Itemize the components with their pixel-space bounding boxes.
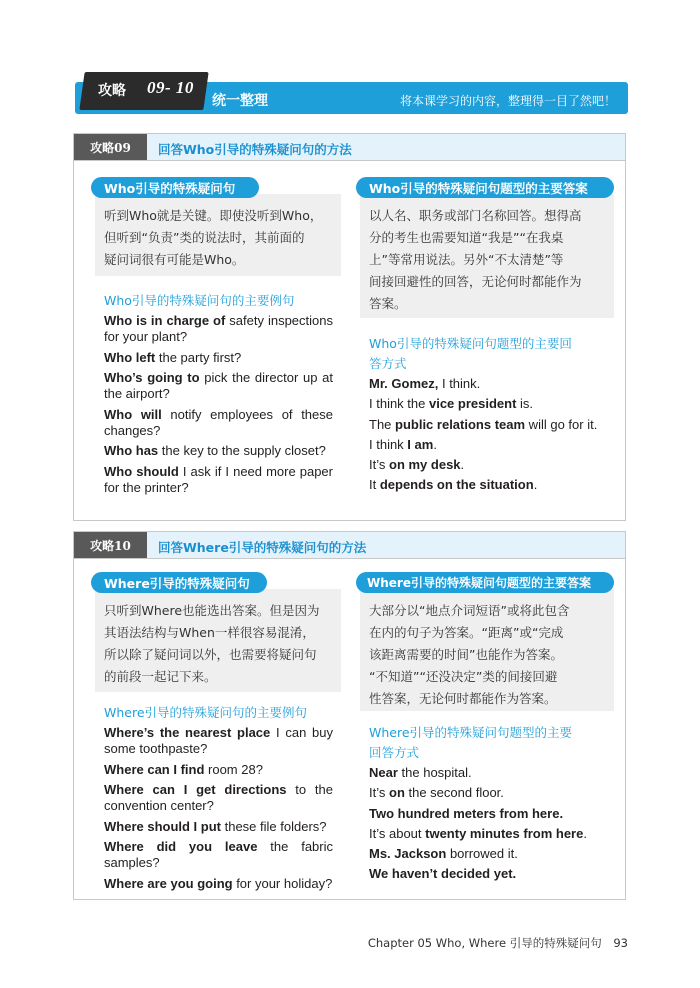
answer-sentence: [369, 824, 609, 844]
bold-phrase: Who is in charge of: [104, 313, 226, 328]
text-line: Who引导的特殊疑问句题型的主要回: [369, 336, 572, 351]
example-sentence: [104, 407, 333, 439]
left-pill-heading: Who引导的特殊疑问句: [91, 177, 259, 198]
text-run: for your holiday?: [232, 875, 333, 891]
answer-sentence: [369, 455, 609, 475]
text-run: The: [369, 416, 396, 432]
answers-subtitle: [369, 334, 572, 374]
text-line: 分的考生也需要知道“我是”“在我桌: [369, 230, 564, 245]
bold-phrase: Who will: [104, 406, 162, 422]
banner-title: 统一整理: [212, 93, 268, 109]
text-run: is.: [516, 396, 534, 412]
section-title: 回答Who引导的特殊疑问句的方法: [158, 142, 352, 157]
bold-phrase: Near: [369, 765, 398, 780]
text-line: 疑问词很有可能是Who。: [104, 252, 245, 267]
text-run: .: [433, 436, 437, 452]
text-line: 听到Who就是关键。即使没听到Who，: [104, 208, 323, 223]
answer-sentence: [369, 804, 609, 824]
examples-subtitle: Where引导的特殊疑问句的主要例句: [104, 705, 308, 720]
bold-phrase: Two hundred meters from here.: [369, 805, 564, 821]
text-line: 回答方式: [369, 745, 420, 760]
text-run: I ask if I need more paper for the printer?: [104, 463, 333, 495]
answer-sentence: [369, 374, 609, 394]
text-line: 大部分以“地点介词短语”或将此包含: [369, 603, 570, 618]
page-number: 93: [613, 936, 628, 950]
bold-phrase: Who left: [104, 349, 156, 365]
text-line: 但听到“负责”类的说法时，其前面的: [104, 230, 305, 245]
text-run: It: [369, 477, 380, 493]
bold-phrase: We haven’t decided yet.: [369, 866, 517, 882]
text-run: It’s: [369, 457, 389, 473]
answer-sentence: [369, 763, 609, 783]
text-run: I can buy some toothpaste?: [104, 725, 333, 756]
banner-subtitle: 将本课学习的内容，整理得一目了然吧！: [399, 94, 616, 108]
bold-phrase: on my desk: [389, 457, 461, 473]
bold-phrase: twenty minutes from here: [425, 825, 584, 841]
example-sentence: [104, 443, 333, 459]
text-line: 只听到Where也能选出答案。但是因为: [104, 603, 320, 618]
bold-phrase: Where did you leave: [104, 839, 258, 854]
text-run: borrowed it.: [446, 846, 518, 862]
bold-phrase: Who’s going to: [104, 370, 200, 385]
text-run: I think: [369, 436, 408, 452]
text-line: 上”等常用说法。另外“不太清楚”等: [369, 252, 564, 267]
text-line: “不知道”“还没决定”类的间接回避: [369, 669, 558, 684]
text-run: will go for it.: [525, 416, 598, 432]
answer-sentence: [369, 475, 609, 495]
text-line: 性答案，无论何时都能作为答案。: [369, 691, 557, 706]
text-run: to the convention center?: [104, 782, 333, 813]
right-explanation-box: [360, 589, 614, 711]
text-run: the key to the supply closet?: [158, 443, 326, 458]
text-run: notify employees of these changes?: [104, 406, 333, 438]
bold-phrase: Where can I find: [104, 761, 205, 777]
text-run: room 28?: [204, 761, 263, 777]
answer-sentence: [369, 864, 609, 884]
text-run: I think the: [369, 396, 429, 412]
example-sentence: [104, 876, 333, 892]
bold-phrase: Where are you going: [104, 875, 233, 891]
text-run: It’s about: [369, 825, 426, 841]
banner-tag-number: 09- 10: [147, 78, 194, 97]
bold-phrase: vice president: [428, 396, 517, 412]
text-line: 其语法结构与When一样很容易混淆，: [104, 625, 315, 640]
examples-list: [104, 725, 333, 896]
answer-sentence: [369, 435, 609, 455]
bold-phrase: Ms. Jackson: [369, 846, 447, 862]
example-sentence: [104, 762, 333, 778]
example-sentence: [104, 350, 333, 366]
text-line: 以人名、职务或部门名称回答。想得高: [369, 208, 582, 223]
answer-sentence: [369, 783, 609, 803]
bold-phrase: Who has: [104, 443, 159, 458]
answers-list: [369, 374, 609, 496]
bold-phrase: I am: [407, 436, 434, 452]
text-line: 该距离需要的时间”也能作为答案。: [369, 647, 563, 662]
left-explanation-box: [95, 589, 341, 692]
text-run: .: [533, 477, 538, 493]
text-run: It’s: [369, 785, 389, 801]
text-line: 间接回避性的回答，无论何时都能作为: [369, 274, 582, 289]
banner-tag-label: 攻略: [98, 83, 126, 99]
answers-list: [369, 763, 609, 885]
example-sentence: [104, 819, 333, 835]
text-run: the hospital.: [397, 765, 472, 780]
text-run: the fabric samples?: [104, 839, 334, 870]
bold-phrase: Who should: [104, 463, 179, 479]
example-sentence: [104, 839, 333, 871]
right-pill-heading: Where引导的特殊疑问句题型的主要答案: [356, 572, 614, 593]
text-run: .: [583, 825, 587, 841]
text-run: I think.: [438, 376, 481, 391]
section-header: [74, 532, 625, 559]
answer-sentence: [369, 415, 609, 435]
section-title: 回答Where引导的特殊疑问句的方法: [158, 540, 367, 555]
section-header: [74, 134, 625, 161]
example-sentence: [104, 313, 333, 345]
text-run: .: [460, 457, 465, 473]
examples-subtitle: Who引导的特殊疑问句的主要例句: [104, 293, 295, 308]
page-footer: [368, 935, 628, 951]
answer-sentence: [369, 844, 609, 864]
text-run: safety inspections for your plant?: [104, 313, 333, 344]
right-explanation-box: [360, 194, 614, 318]
example-sentence: [104, 464, 333, 496]
bold-phrase: Mr. Gomez,: [369, 376, 439, 391]
bold-phrase: depends on the situation: [379, 477, 534, 493]
bold-phrase: Where’s the nearest place: [104, 725, 271, 740]
text-line: 所以除了疑问词以外，也需要将疑问句: [104, 647, 317, 662]
text-line: Where引导的特殊疑问句题型的主要: [369, 725, 573, 740]
right-pill-heading: Who引导的特殊疑问句题型的主要答案: [356, 177, 614, 198]
examples-list: [104, 313, 333, 500]
text-line: 的前段一起记下来。: [104, 669, 217, 684]
example-sentence: [104, 370, 333, 402]
section-label: 攻略09: [74, 134, 147, 160]
answers-subtitle: [369, 723, 572, 763]
bold-phrase: Where can I get directions: [104, 782, 287, 797]
text-line: 答方式: [369, 356, 407, 371]
example-sentence: [104, 725, 333, 757]
bold-phrase: public relations team: [395, 416, 526, 432]
text-run: the party first?: [155, 349, 242, 365]
text-line: 在内的句子为答案。“距离”或“完成: [369, 625, 564, 640]
left-explanation-box: [95, 194, 341, 276]
section-label: 攻略10: [74, 532, 147, 558]
example-sentence: [104, 782, 333, 814]
left-pill-heading: Where引导的特殊疑问句: [91, 572, 267, 593]
text-run: the second floor.: [404, 785, 504, 801]
text-line: 答案。: [369, 296, 407, 311]
bold-phrase: Where should I put: [104, 818, 221, 834]
text-run: pick the director up at the airport?: [104, 370, 333, 401]
answer-sentence: [369, 394, 609, 414]
text-run: these file folders?: [221, 818, 327, 834]
bold-phrase: on: [389, 785, 405, 801]
footer-chapter: Chapter 05 Who, Where 引导的特殊疑问句: [367, 936, 602, 950]
